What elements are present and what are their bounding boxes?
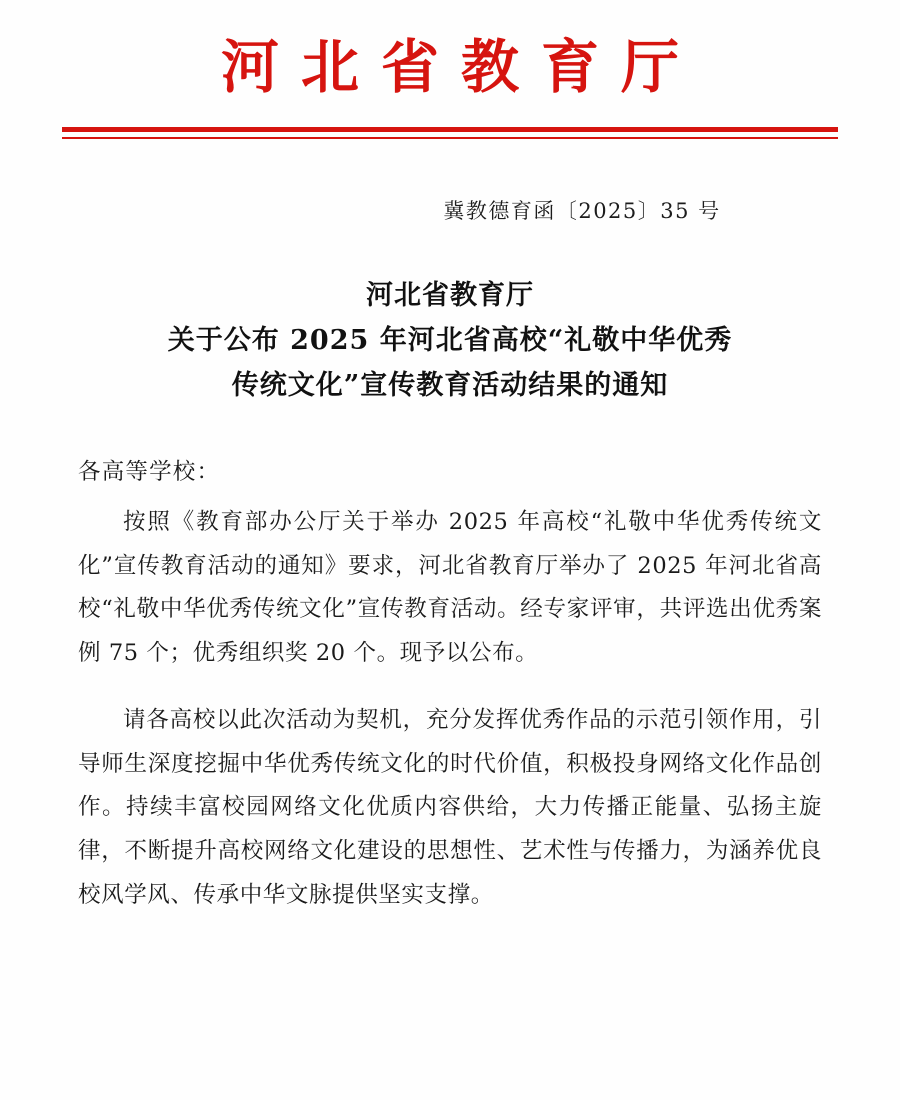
letterhead	[0, 0, 900, 139]
document-title-line-3: 传统文化”宣传教育活动结果的通知	[231, 370, 669, 402]
document-title-line-2: 关于公布 2025 年河北省高校“礼敬中华优秀	[167, 325, 733, 357]
document-number: 冀教德育函〔2025〕35 号	[443, 198, 721, 223]
document-title	[0, 273, 900, 409]
document-body	[0, 451, 900, 918]
letterhead-rule-thick	[62, 127, 838, 132]
document-number-row	[0, 195, 900, 225]
letterhead-rules	[0, 127, 900, 139]
document-title-line-1: 河北省教育厅	[366, 279, 534, 311]
letterhead-rule-thin	[62, 137, 838, 139]
salutation: 各高等学校：	[78, 458, 221, 485]
letterhead-organization-title: 河北省教育厅	[220, 33, 701, 101]
body-paragraph-2: 请各高校以此次活动为契机，充分发挥优秀作品的示范引领作用，引导师生深度挖掘中华优秀传统文化的时代价值，积极投身网络文化作品创作。持续丰富校园网络文化优质内容供给，大力传播正能量、弘扬主旋律，不断提升高校网络文化建设的思想性、艺术性与传播力，为涵养优良校风学风、传承中华文脉提供坚实支撑。	[78, 706, 822, 909]
body-paragraph-1: 按照《教育部办公厅关于举办 2025 年高校“礼敬中华优秀传统文化”宣传教育活动的通知》要求，河北省教育厅举办了 2025 年河北省高校“礼敬中华优秀传统文化”宣传教育活动。经专家评审，共评选出优秀案例 75 个；优秀组织奖 20 个。现予以公布。	[78, 508, 822, 667]
